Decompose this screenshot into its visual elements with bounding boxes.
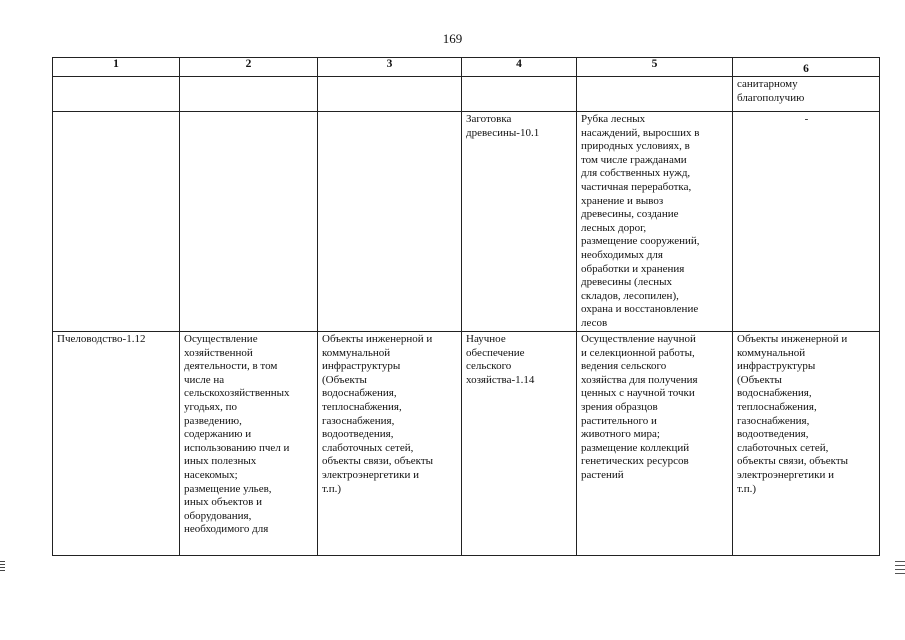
column-header: 1 [53, 58, 180, 77]
column-header: 5 [577, 58, 733, 77]
table-cell [733, 112, 880, 332]
table-cell [180, 77, 318, 112]
table-cell [318, 77, 462, 112]
table-cell [462, 112, 577, 332]
table-cell [577, 77, 733, 112]
use-type-description: Осуществление научной и селекционной работы, ведения сельского хозяйства для получения ценных с научной точки зрения образцов растительного и животного мира; размещение коллекций генетических ресурсов растений [581, 333, 698, 481]
table-cell [733, 332, 880, 556]
table-cell [318, 112, 462, 332]
table-row [53, 332, 880, 556]
table-cell [462, 332, 577, 556]
cell-text: - [804, 113, 809, 125]
table-row [53, 77, 880, 112]
table-cell [53, 112, 180, 332]
scan-edge-marks [0, 561, 5, 573]
table-cell [180, 112, 318, 332]
use-type-description: Рубка лесных насаждений, выросших в природных условиях, в том числе гражданами для собственных нужд, частичная переработка, хранение и вывоз древесины, создание лесных дорог, размещение сооружений, необходимых для обработки и хранения древесины (лесных складов, лесопилен), охрана и восстановление лесов [581, 113, 700, 329]
cell-text: Объекты инженерной и коммунальной инфраструктуры (Объекты водоснабжения, теплоснабжения, газоснабжения, водоотведения, слаботочных сетей, объекты связи, объекты электроэнергетики и т.п.) [737, 333, 849, 495]
page-number: 169 [442, 31, 463, 46]
cell-text: санитарному благополучию [737, 78, 805, 104]
use-type-description: Осуществление хозяйственной деятельности, в том числе на сельскохозяйственных угодьях, по разведению, содержанию и использованию пчел и иных полезных насекомых; размещение ульев, иных объектов и оборудования, необходимого для [184, 333, 290, 536]
use-type-name: Научное обеспечение сельского хозяйства-1.14 [466, 333, 535, 386]
table-cell [53, 77, 180, 112]
table-cell [53, 332, 180, 556]
table-cell [733, 77, 880, 112]
scan-edge-marks [895, 561, 905, 577]
column-header: 3 [318, 58, 462, 77]
use-type-name: Пчеловодство-1.12 [57, 333, 146, 345]
table-cell [180, 332, 318, 556]
column-header: 6 [733, 58, 880, 77]
table-cell [462, 77, 577, 112]
table-cell [318, 332, 462, 556]
land-use-table [52, 57, 880, 556]
table-cell [577, 112, 733, 332]
table-row [53, 112, 880, 332]
table-header-row [53, 58, 880, 77]
column-header: 2 [180, 58, 318, 77]
use-type-name: Заготовка древесины-10.1 [466, 113, 540, 139]
cell-text: Объекты инженерной и коммунальной инфраструктуры (Объекты водоснабжения, теплоснабжения, газоснабжения, водоотведения, слаботочных сетей, объекты связи, объекты электроэнергетики и т.п.) [322, 333, 434, 495]
column-header: 4 [462, 58, 577, 77]
table-cell [577, 332, 733, 556]
